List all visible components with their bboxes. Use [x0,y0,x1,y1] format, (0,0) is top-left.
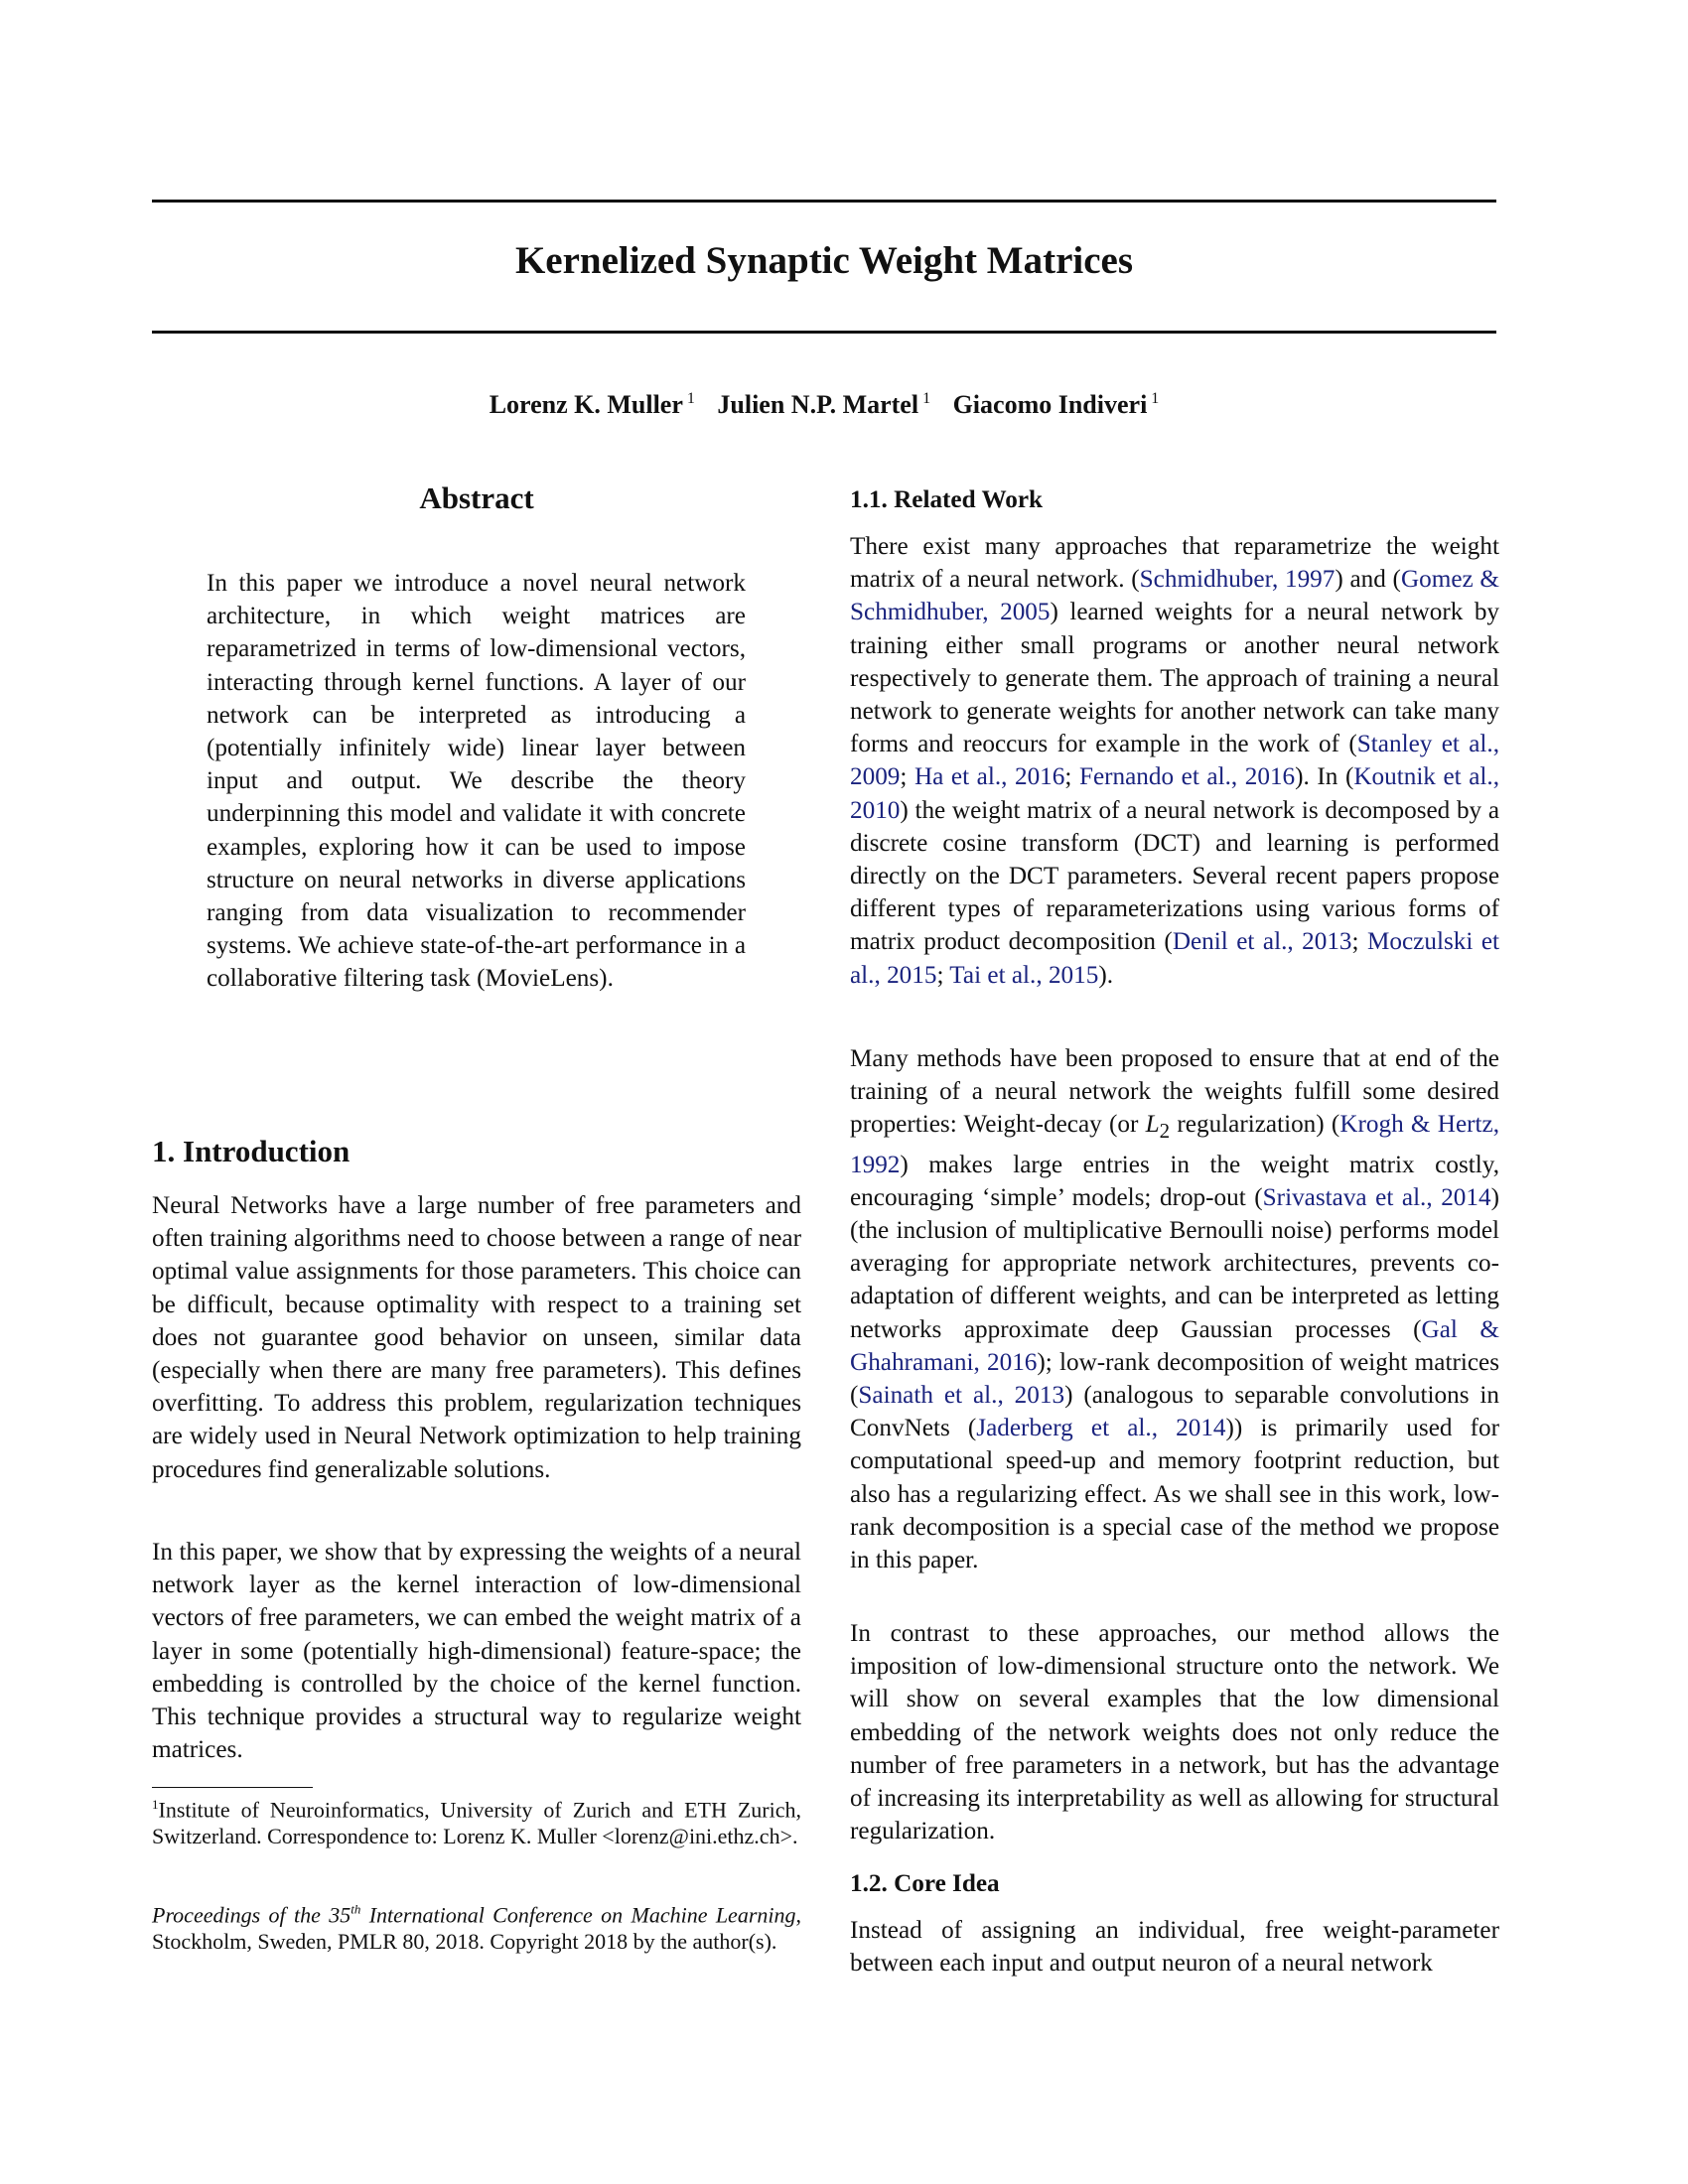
related-work-paragraph-3: In contrast to these approaches, our method allows the imposition of low-dimensional structure onto the network. We will show on several examples that the low dimensional embedding of the network weights does not only reduce the number of free parameters in a network, but has the advantage of increasing its interpretability as well as allowing for structural regularization. [850,1620,1499,1845]
core-idea-paragraph-1: Instead of assigning an individual, free weight-parameter between each input and output neuron of a neural network [850,1917,1499,1978]
citation-link[interactable]: Denil et al., 2013 [1172,928,1352,956]
text-run: ); low-rank decomposition of weight matrices ( [850,1348,1499,1410]
citation-link[interactable]: Moczulski et al., 2015 [850,928,1500,989]
text-run: )) is primarily used for computational speed-up and memory footprint reduction, but also has a regularizing effect. As we shall see in this work, low-rank decomposition is a special case of the method we propose in this paper. [850,1415,1499,1574]
text-run: ) (analogous to separable convolutions in ConvNets ( [850,1382,1500,1442]
citation-link[interactable]: Tai et al., 2015 [949,961,1099,989]
related-work-heading: 1.1. Related Work [850,486,1044,513]
abstract-heading: Abstract [419,480,534,515]
title-rule-bottom [152,331,1496,334]
citation-link[interactable]: Gal & Ghahramani, 2016 [850,1315,1499,1376]
footnote-rule [152,1787,313,1788]
introduction-heading: 1. Introduction [152,1134,351,1168]
text-run: ) the weight matrix of a neural network is decomposed by a discrete cosine transform (DCT) and learning is performed directly on the DCT parameters. Several recent papers propose different types of reparameterizations using various forms of matrix product decomposition ( [850,796,1499,956]
abstract-text: In this paper we introduce a novel neural network architecture, in which weight matrices are reparametrized in terms of low-dimensional vectors, interacting through kernel functions. A layer of our network can be interpreted as introducing a (potentially infinitely wide) linear layer between input and output. We describe the theory underpinning this model and validate it with concrete examples, exploring how it can be used to impose structure on neural networks in diverse applications ranging from data visualization to recommender systems. We achieve state-of-the-art performance in a collaborative filtering task (MovieLens). [207,570,746,993]
proceedings-venue: International Conference on Machine Learning [360,1902,796,1928]
text-run: ) and ( [1335,566,1401,594]
introduction-paragraph-1: Neural Networks have a large number of free parameters and often training algorithms need to choose between a range of near optimal value assignments for those parameters. This choice can be difficult, because optimality with respect to a training set does not guarantee good behavior on unseen, similar data (especially when there are many free parameters). This defines overfitting. To address this problem, regularization techniques are widely used in Neural Network optimization to help training procedures find generalizable solutions. [152,1192,801,1483]
core-idea-heading: 1.2. Core Idea [850,1870,1000,1897]
author-name: Lorenz K. Muller [489,390,683,419]
citation-link[interactable]: Krogh & Hertz, 1992 [850,1111,1500,1178]
proceedings-ordinal: th [351,1902,361,1917]
author-name: Giacomo Indiveri [952,390,1148,419]
footnote-text: Institute of Neuroinformatics, University of Zurich and ETH Zurich, Switzerland. Correspondence to: Lorenz K. Muller <lorenz@ini.ethz.ch>. [152,1797,801,1849]
text-run: ). [1098,961,1114,989]
citation-link[interactable]: Koutnik et al., 2010 [850,763,1500,824]
citation-link[interactable]: Stanley et al., 2009 [850,731,1500,791]
math-symbol: L [1145,1111,1160,1139]
math-subscript: 2 [1159,1119,1171,1144]
text-run: regularization) ( [1170,1111,1340,1139]
text-run: Many methods have been proposed to ensure that at end of the training of a neural network the weights fulfill some desired properties: Weight-decay (or [850,1045,1499,1139]
affiliation-mark: 1 [1151,390,1160,408]
proceedings-details: , Stockholm, Sweden, PMLR 80, 2018. Copyright 2018 by the author(s). [152,1902,801,1955]
text-run: ) (the inclusion of multiplicative Bernoulli noise) performs model averaging for appropriate network architectures, prevents co-adaptation of different weights, and can be interpreted as letting networks approximate deep Gaussian processes ( [850,1183,1499,1343]
author-list [152,389,1496,420]
proceedings-note [152,1896,801,1955]
introduction-paragraph-2: In this paper, we show that by expressing the weights of a neural network layer as the kernel interaction of low-dimensional vectors of free parameters, we can embed the weight matrix of a layer in some (potentially high-dimensional) feature-space; the embedding is controlled by the choice of the kernel function. This technique provides a structural way to regularize weight matrices. [152,1539,801,1764]
text-run: ; [1351,928,1368,956]
title-rule-top [152,200,1496,203]
author-name: Julien N.P. Martel [717,390,919,419]
text-run: There exist many approaches that reparametrize the weight matrix of a neural network. [850,533,1499,594]
affiliation-mark: 1 [686,390,695,408]
text-run: ; [936,961,950,989]
citation-link[interactable]: Jaderberg et al., 2014 [976,1415,1226,1442]
text-run: ) learned weights for a neural network by training either small programs or another neural network respectively to generate them. The approach of training a neural network to generate weights for another network can take many forms and reoccurs for example in the work of ( [850,599,1500,758]
related-work-paragraph-2 [850,1042,1499,1576]
citation-link[interactable]: Sainath et al., 2013 [858,1382,1065,1410]
author-1 [490,390,695,419]
text-run: ). In ( [1295,763,1354,791]
citation-link[interactable]: Srivastava et al., 2014 [1262,1183,1491,1211]
proceedings-prefix: Proceedings of the 35 [152,1902,352,1928]
footnote-mark: 1 [152,1797,159,1812]
author-2 [717,390,930,419]
text-run: ; [1064,763,1079,791]
text-run: ( [1131,566,1140,594]
citation-link[interactable]: Gomez & Schmidhuber, 2005 [850,566,1499,626]
text-run: ) makes large entries in the weight matrix costly, encouraging ‘simple’ models; drop-out ( [850,1151,1499,1211]
affiliation-footnote [152,1791,801,1849]
citation-link[interactable]: Schmidhuber, 1997 [1139,566,1336,594]
paper-title: Kernelized Synaptic Weight Matrices [514,239,1134,282]
affiliation-mark: 1 [922,390,931,408]
citation-link[interactable]: Fernando et al., 2016 [1078,763,1296,791]
citation-link[interactable]: Ha et al., 2016 [914,763,1065,791]
text-run: ; [900,763,914,791]
author-3 [953,390,1160,419]
related-work-paragraph-1 [850,530,1499,992]
